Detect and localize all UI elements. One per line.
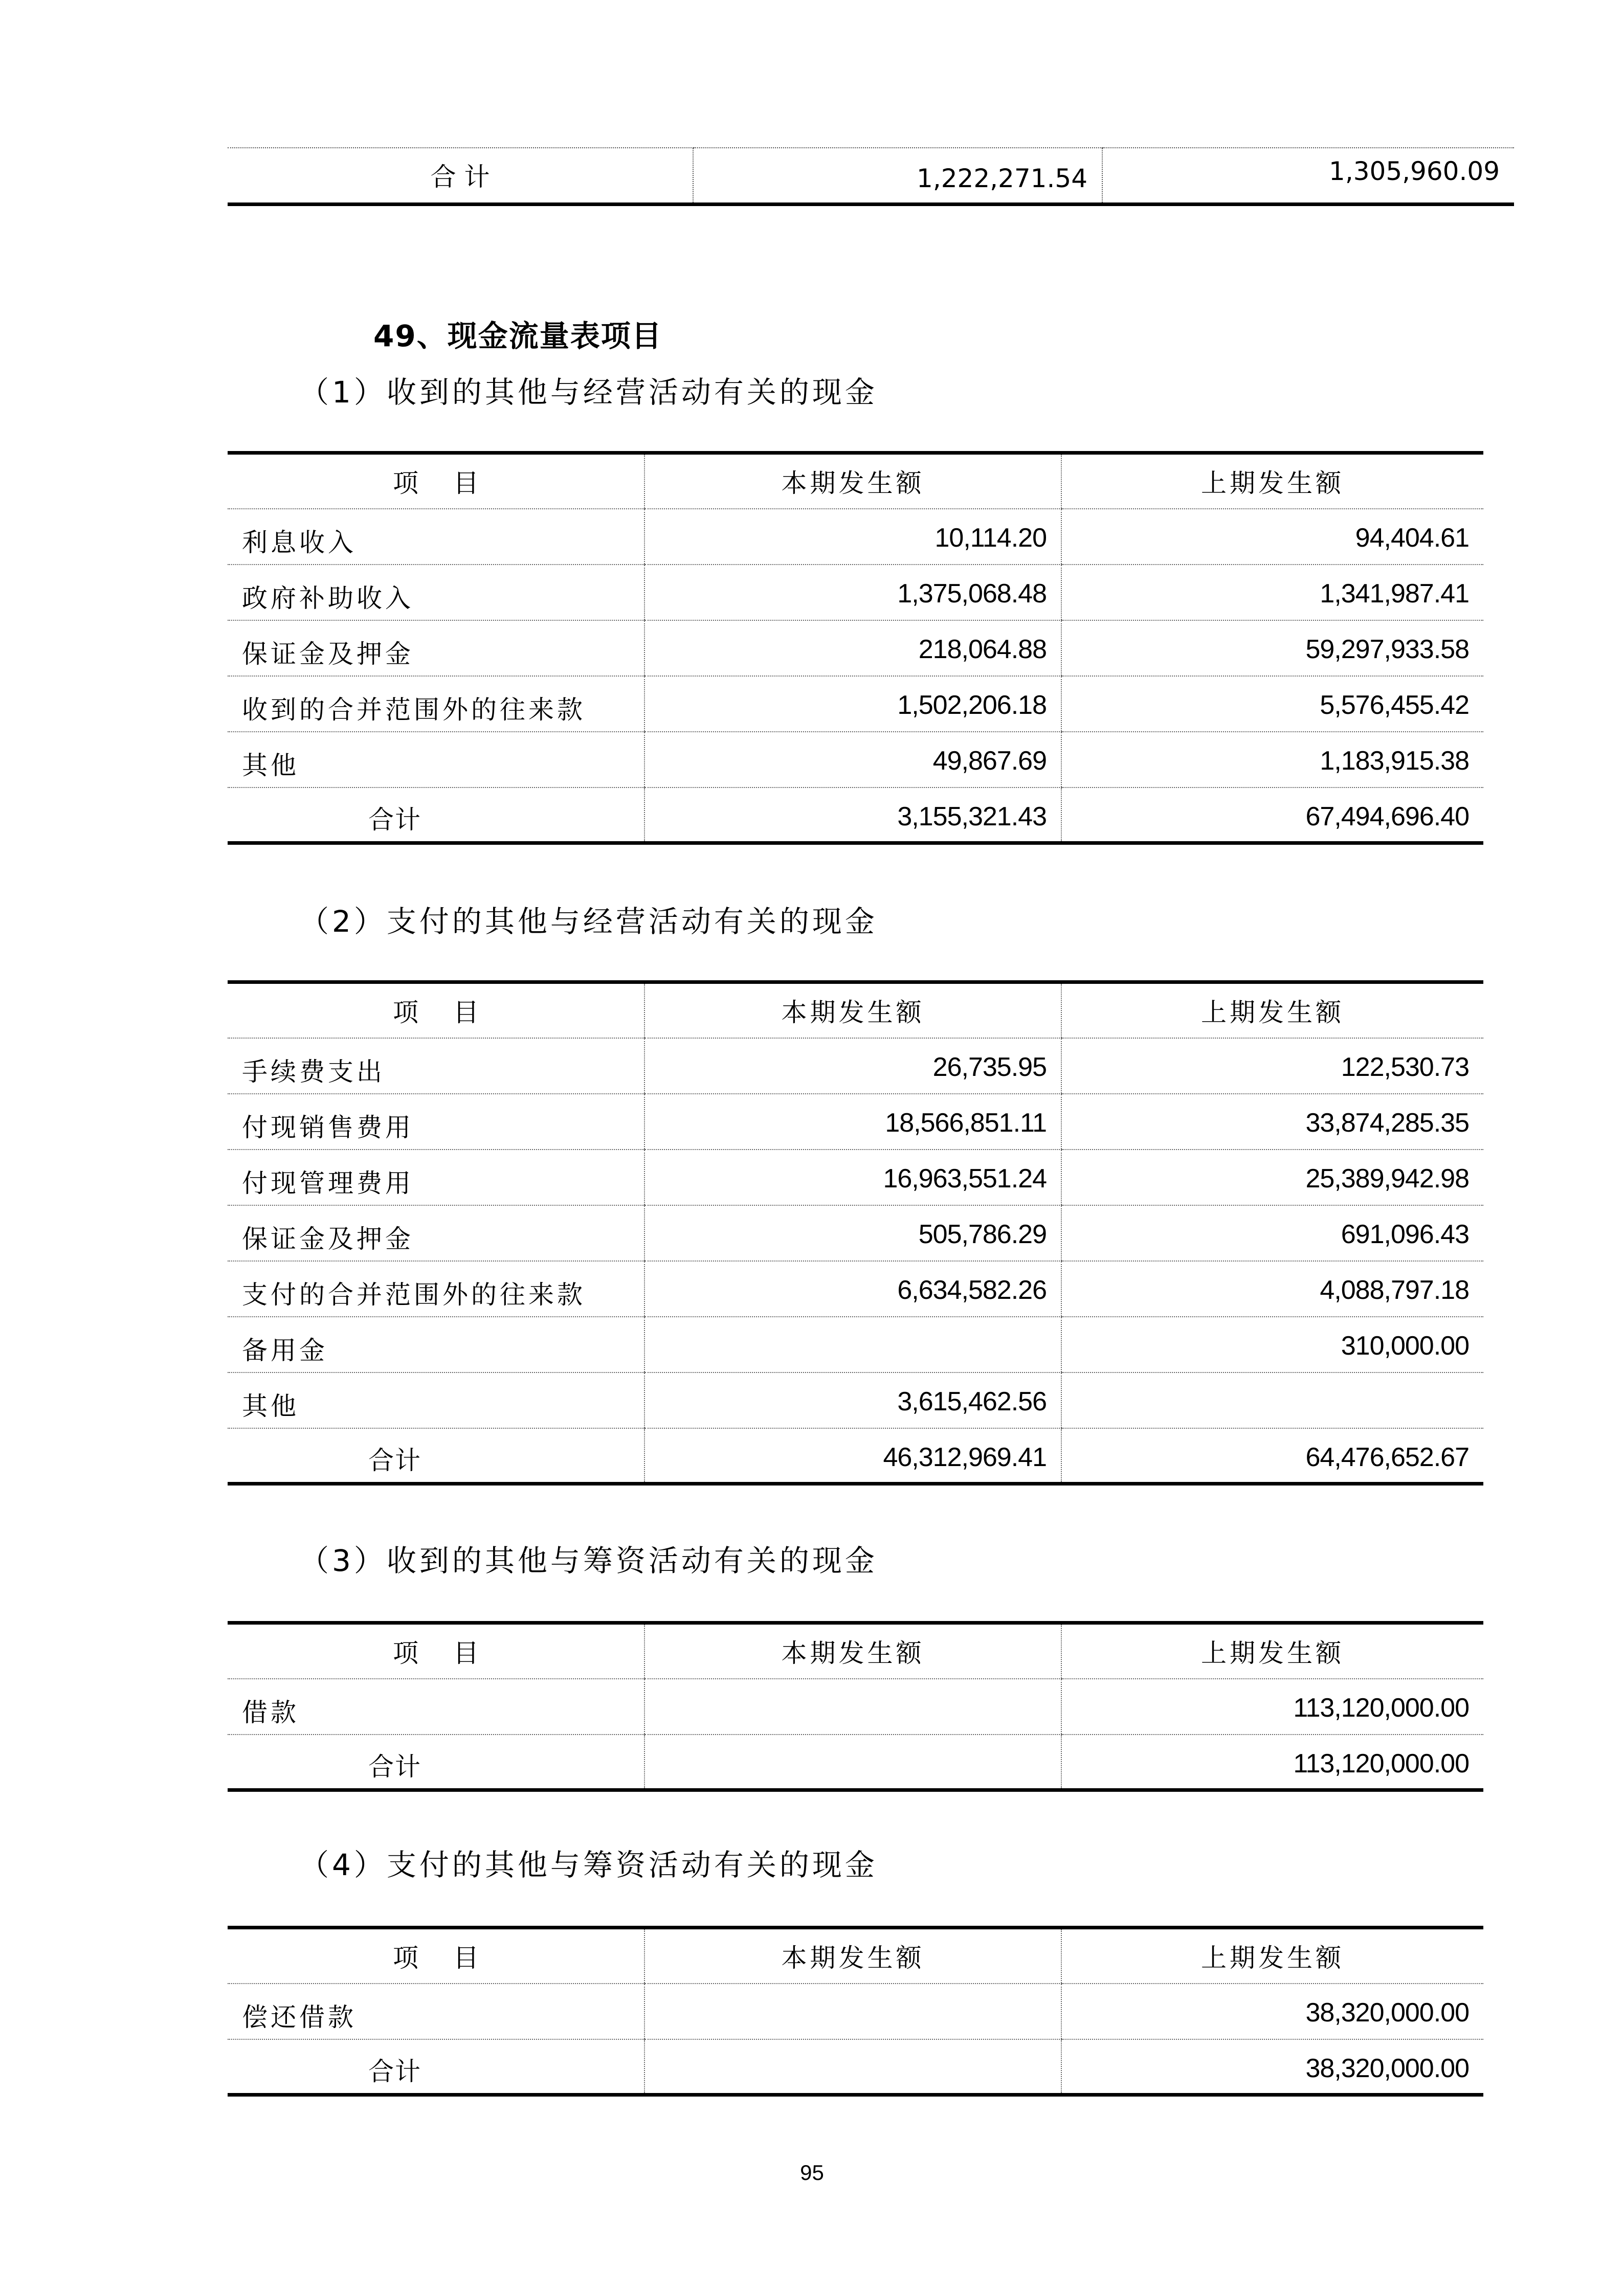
row-previous: 310,000.00: [1061, 1317, 1483, 1372]
row-item: 付现管理费用: [228, 1150, 644, 1205]
column-header-item: 项 目: [228, 453, 644, 509]
row-current: [644, 1984, 1061, 2039]
total-current: [644, 2039, 1061, 2095]
table-row: [228, 1679, 1483, 1735]
section-title: 49、现金流量表项目: [373, 319, 662, 353]
table-row: [228, 1261, 1483, 1317]
total-current-value: 1,222,271.54: [693, 148, 1102, 204]
table-total-row: [228, 1735, 1483, 1790]
table-total-row: [228, 1428, 1483, 1484]
row-item: 其他: [228, 1372, 644, 1428]
row-item: 手续费支出: [228, 1038, 644, 1094]
row-previous: 1,183,915.38: [1061, 732, 1483, 787]
row-current: 26,735.95: [644, 1038, 1061, 1094]
total-current: 3,155,321.43: [644, 787, 1061, 843]
table-total-row: [228, 787, 1483, 843]
row-item: 政府补助收入: [228, 565, 644, 620]
table-row: [228, 148, 1514, 204]
row-current: [644, 1679, 1061, 1735]
row-previous: 4,088,797.18: [1061, 1261, 1483, 1317]
row-item: 利息收入: [228, 509, 644, 565]
table-total-row: [228, 2039, 1483, 2095]
row-previous: 25,389,942.98: [1061, 1150, 1483, 1205]
table-header-row: [228, 982, 1483, 1038]
table-row: [228, 620, 1483, 676]
table-header-row: [228, 1623, 1483, 1679]
table-row: [228, 1317, 1483, 1372]
column-header-item: 项 目: [228, 1623, 644, 1679]
table-financing-receipts: [228, 1621, 1483, 1792]
row-current: 6,634,582.26: [644, 1261, 1061, 1317]
table4-title: （4）支付的其他与筹资活动有关的现金: [299, 1848, 878, 1882]
row-previous: 38,320,000.00: [1061, 1984, 1483, 2039]
table-row: [228, 732, 1483, 787]
row-current: 3,615,462.56: [644, 1372, 1061, 1428]
total-label: 合 计: [228, 148, 693, 204]
row-current: 1,502,206.18: [644, 676, 1061, 732]
table2-title: （2）支付的其他与经营活动有关的现金: [299, 904, 878, 939]
total-label: 合计: [368, 1446, 421, 1475]
column-header-current: 本期发生额: [644, 453, 1061, 509]
column-header-previous: 上期发生额: [1061, 453, 1483, 509]
table-operating-receipts: [228, 451, 1483, 845]
row-previous: [1061, 1372, 1483, 1428]
table3-title: （3）收到的其他与筹资活动有关的现金: [299, 1543, 878, 1578]
total-label: 合计: [368, 2057, 421, 2086]
row-previous: 1,341,987.41: [1061, 565, 1483, 620]
column-header-current: 本期发生额: [644, 982, 1061, 1038]
row-item: 其他: [228, 732, 644, 787]
row-current: 505,786.29: [644, 1205, 1061, 1261]
table-financing-payments: [228, 1926, 1483, 2097]
table-row: [228, 565, 1483, 620]
row-item: 备用金: [228, 1317, 644, 1372]
total-current: 46,312,969.41: [644, 1428, 1061, 1484]
column-header-current: 本期发生额: [644, 1928, 1061, 1984]
row-item: 偿还借款: [228, 1984, 644, 2039]
total-previous: 67,494,696.40: [1061, 787, 1483, 843]
row-item: 收到的合并范围外的往来款: [228, 676, 644, 732]
table-row: [228, 509, 1483, 565]
row-current: 218,064.88: [644, 620, 1061, 676]
row-previous: 59,297,933.58: [1061, 620, 1483, 676]
row-item: 借款: [228, 1679, 644, 1735]
row-item: 保证金及押金: [228, 1205, 644, 1261]
table1-title: （1）收到的其他与经营活动有关的现金: [299, 375, 878, 410]
row-item: 保证金及押金: [228, 620, 644, 676]
row-item: 付现销售费用: [228, 1094, 644, 1150]
total-current: [644, 1735, 1061, 1790]
row-item: 支付的合并范围外的往来款: [228, 1261, 644, 1317]
total-previous: 113,120,000.00: [1061, 1735, 1483, 1790]
row-current: [644, 1317, 1061, 1372]
table-row: [228, 1372, 1483, 1428]
column-header-previous: 上期发生额: [1061, 1928, 1483, 1984]
table-operating-payments: [228, 980, 1483, 1485]
total-label: 合计: [368, 805, 421, 835]
column-header-item: 项 目: [228, 1928, 644, 1984]
column-header-current: 本期发生额: [644, 1623, 1061, 1679]
previous-table-total: [228, 147, 1514, 206]
row-previous: 33,874,285.35: [1061, 1094, 1483, 1150]
row-current: 18,566,851.11: [644, 1094, 1061, 1150]
column-header-item: 项 目: [228, 982, 644, 1038]
table-header-row: [228, 453, 1483, 509]
table-row: [228, 1150, 1483, 1205]
table-row: [228, 1205, 1483, 1261]
column-header-previous: 上期发生额: [1061, 982, 1483, 1038]
total-previous: 38,320,000.00: [1061, 2039, 1483, 2095]
row-previous: 5,576,455.42: [1061, 676, 1483, 732]
row-previous: 113,120,000.00: [1061, 1679, 1483, 1735]
row-current: 16,963,551.24: [644, 1150, 1061, 1205]
table-header-row: [228, 1928, 1483, 1984]
row-current: 10,114.20: [644, 509, 1061, 565]
row-previous: 122,530.73: [1061, 1038, 1483, 1094]
table-row: [228, 1094, 1483, 1150]
table-row: [228, 1038, 1483, 1094]
row-previous: 94,404.61: [1061, 509, 1483, 565]
row-previous: 691,096.43: [1061, 1205, 1483, 1261]
column-header-previous: 上期发生额: [1061, 1623, 1483, 1679]
table-row: [228, 1984, 1483, 2039]
total-previous: 64,476,652.67: [1061, 1428, 1483, 1484]
row-current: 49,867.69: [644, 732, 1061, 787]
row-current: 1,375,068.48: [644, 565, 1061, 620]
total-previous-value: 1,305,960.09: [1102, 148, 1514, 204]
total-label: 合计: [368, 1752, 421, 1782]
table-row: [228, 676, 1483, 732]
page-number: 95: [800, 2160, 824, 2185]
